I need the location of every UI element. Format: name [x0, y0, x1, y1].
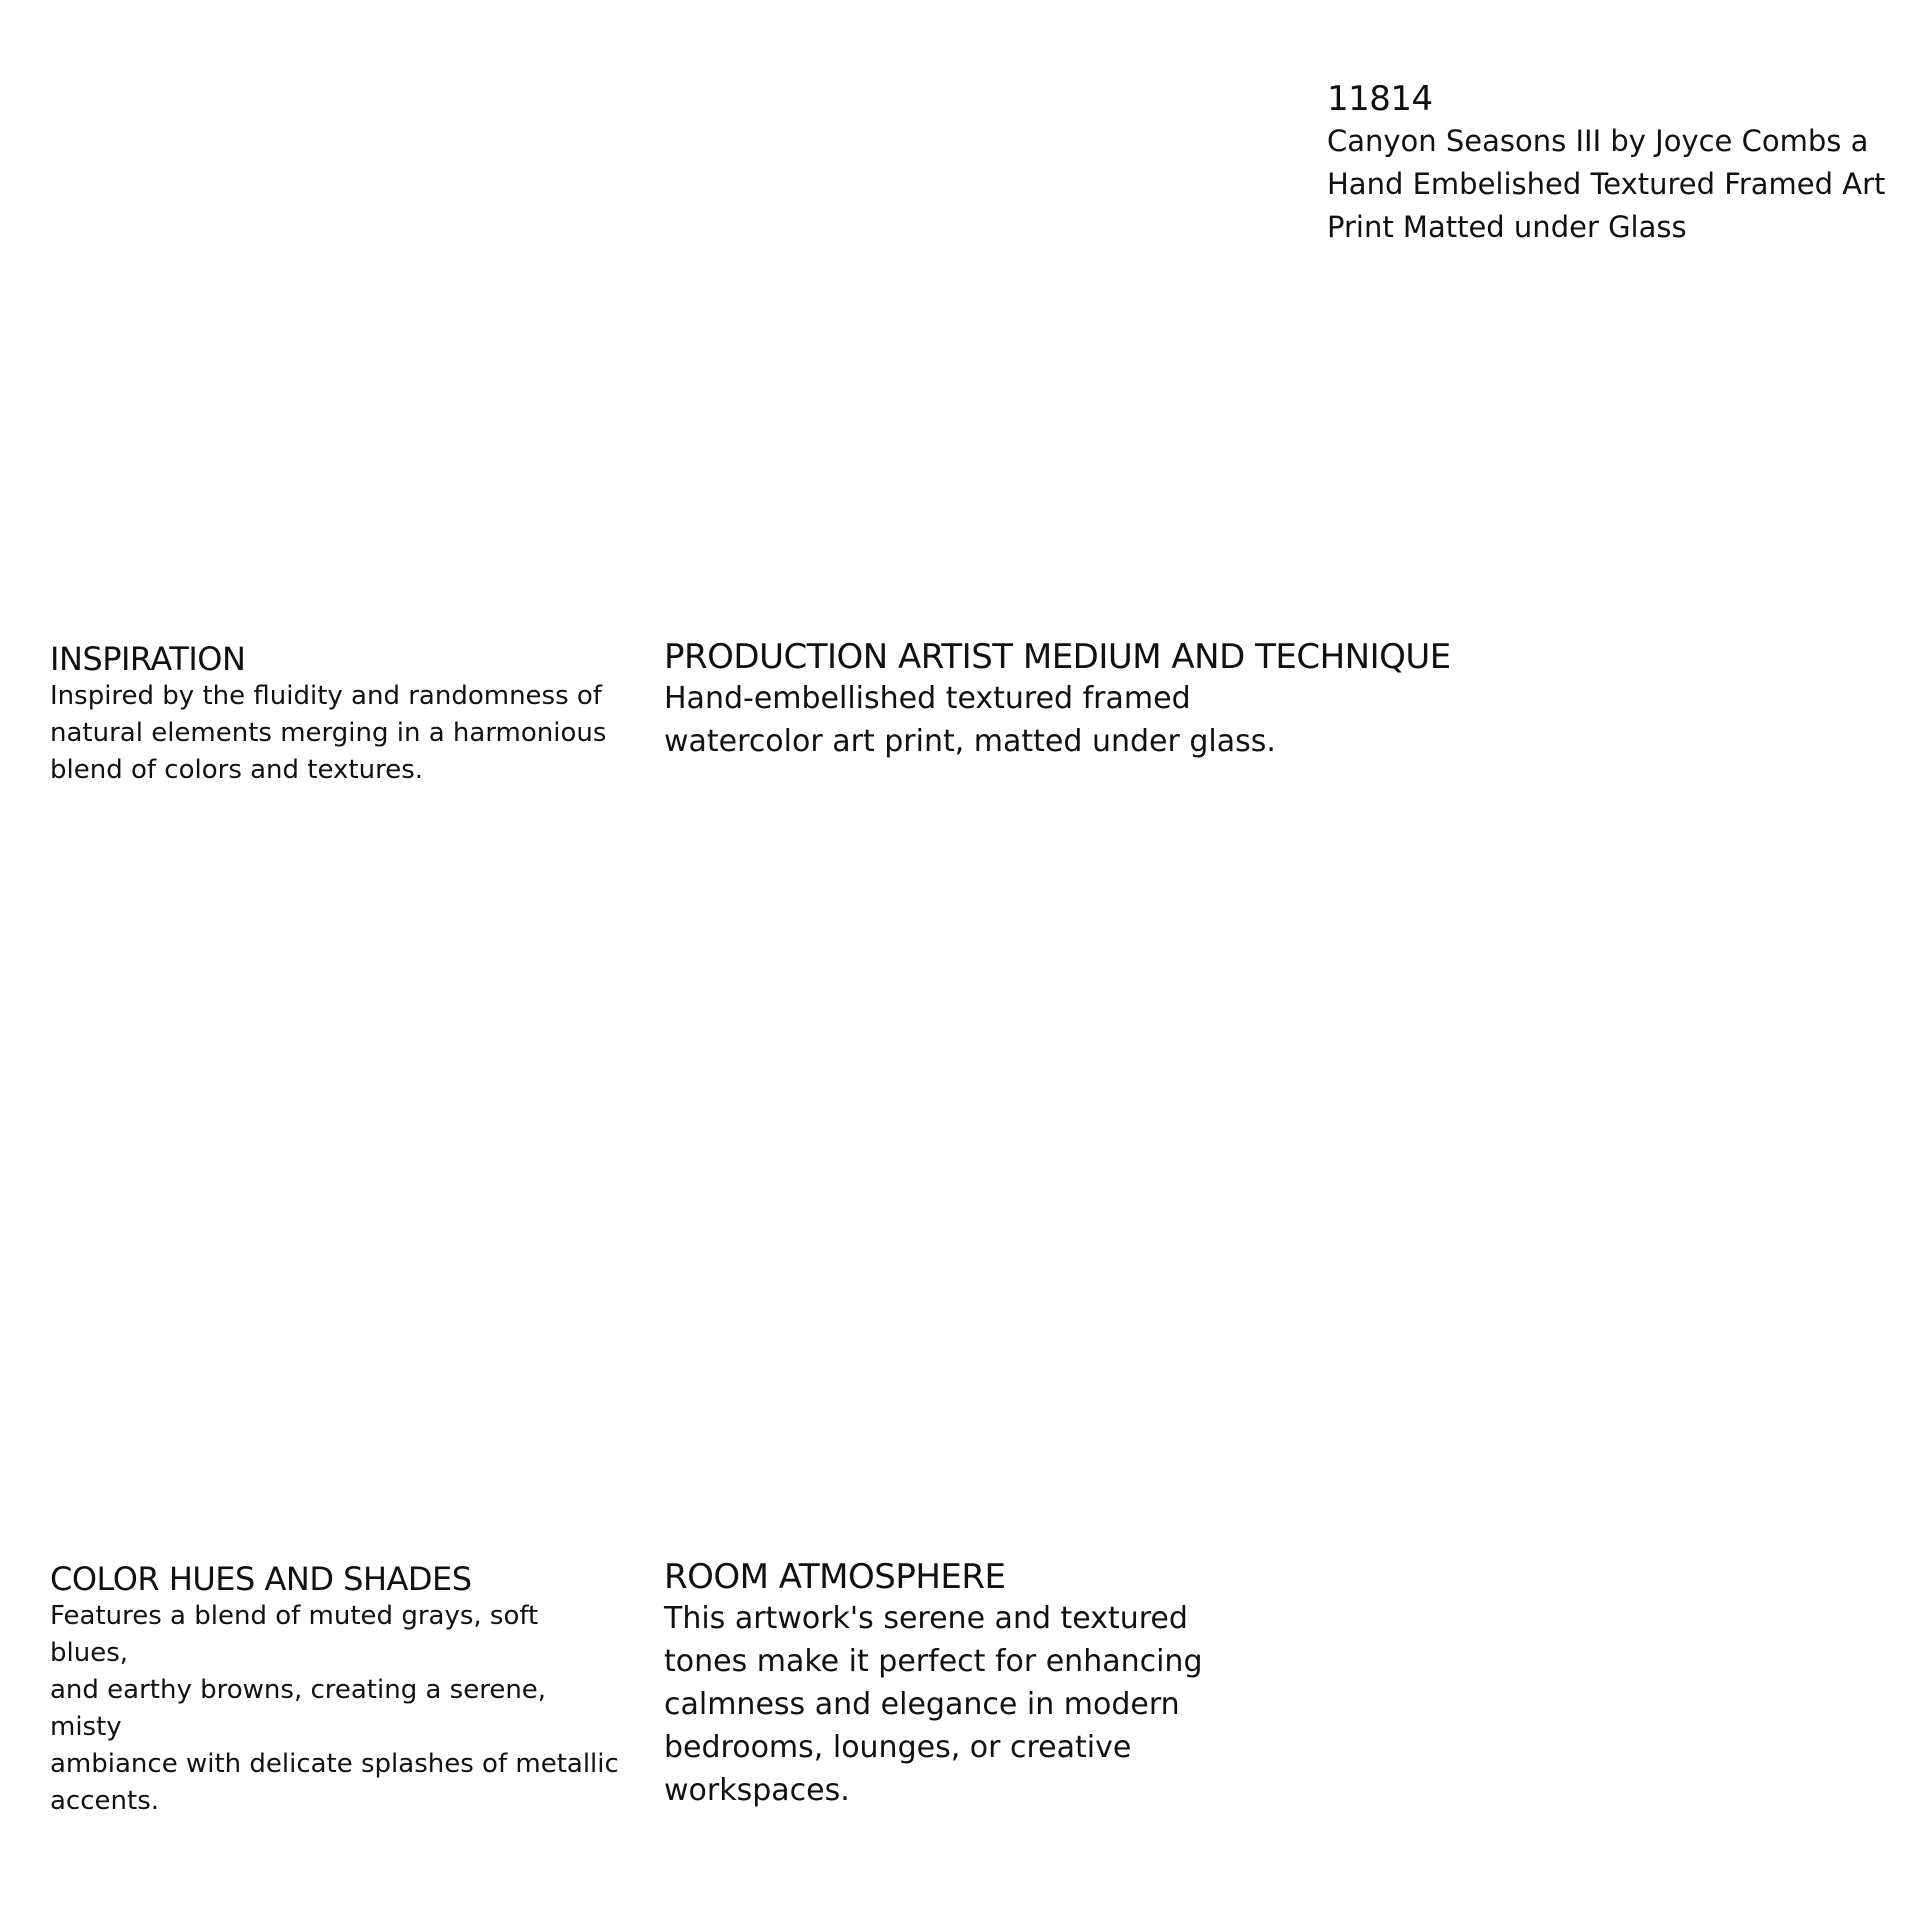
- room-atmosphere-line: workspaces.: [664, 1773, 850, 1808]
- inspiration-heading: INSPIRATION: [50, 640, 246, 678]
- color-hues-line: ambiance with delicate splashes of metallic: [50, 1749, 619, 1779]
- production-line: watercolor art print, matted under glass.: [664, 724, 1276, 759]
- production-heading: PRODUCTION ARTIST MEDIUM AND TECHNIQUE: [664, 637, 1451, 677]
- room-atmosphere-line: calmness and elegance in modern: [664, 1687, 1180, 1722]
- production-section: [664, 637, 1564, 763]
- product-sku: 11814: [1327, 79, 1433, 119]
- production-line: Hand-embellished textured framed: [664, 681, 1191, 716]
- inspiration-text: [50, 678, 620, 789]
- color-hues-heading: COLOR HUES AND SHADES: [50, 1560, 472, 1598]
- room-atmosphere-line: tones make it perfect for enhancing: [664, 1644, 1203, 1679]
- product-title-line: Canyon Seasons III by Joyce Combs a: [1327, 124, 1869, 158]
- production-text: [664, 677, 1564, 763]
- inspiration-line: blend of colors and textures.: [50, 755, 424, 785]
- room-atmosphere-heading: ROOM ATMOSPHERE: [664, 1557, 1006, 1597]
- inspiration-section: [50, 640, 620, 789]
- product-title-line: Print Matted under Glass: [1327, 210, 1687, 244]
- color-hues-line: and earthy browns, creating a serene, misty: [50, 1675, 547, 1742]
- color-hues-text: [50, 1598, 620, 1820]
- product-header: [1327, 78, 1897, 249]
- color-hues-section: [50, 1560, 620, 1820]
- room-atmosphere-text: [664, 1597, 1364, 1812]
- color-hues-line: accents.: [50, 1786, 160, 1816]
- product-title-line: Hand Embelished Textured Framed Art: [1327, 167, 1886, 201]
- inspiration-line: Inspired by the fluidity and randomness of: [50, 681, 602, 711]
- product-title: [1327, 120, 1897, 249]
- room-atmosphere-section: [664, 1557, 1364, 1812]
- color-hues-line: Features a blend of muted grays, soft blues,: [50, 1601, 539, 1668]
- inspiration-line: natural elements merging in a harmonious: [50, 718, 607, 748]
- room-atmosphere-line: bedrooms, lounges, or creative: [664, 1730, 1132, 1765]
- room-atmosphere-line: This artwork's serene and textured: [664, 1601, 1188, 1636]
